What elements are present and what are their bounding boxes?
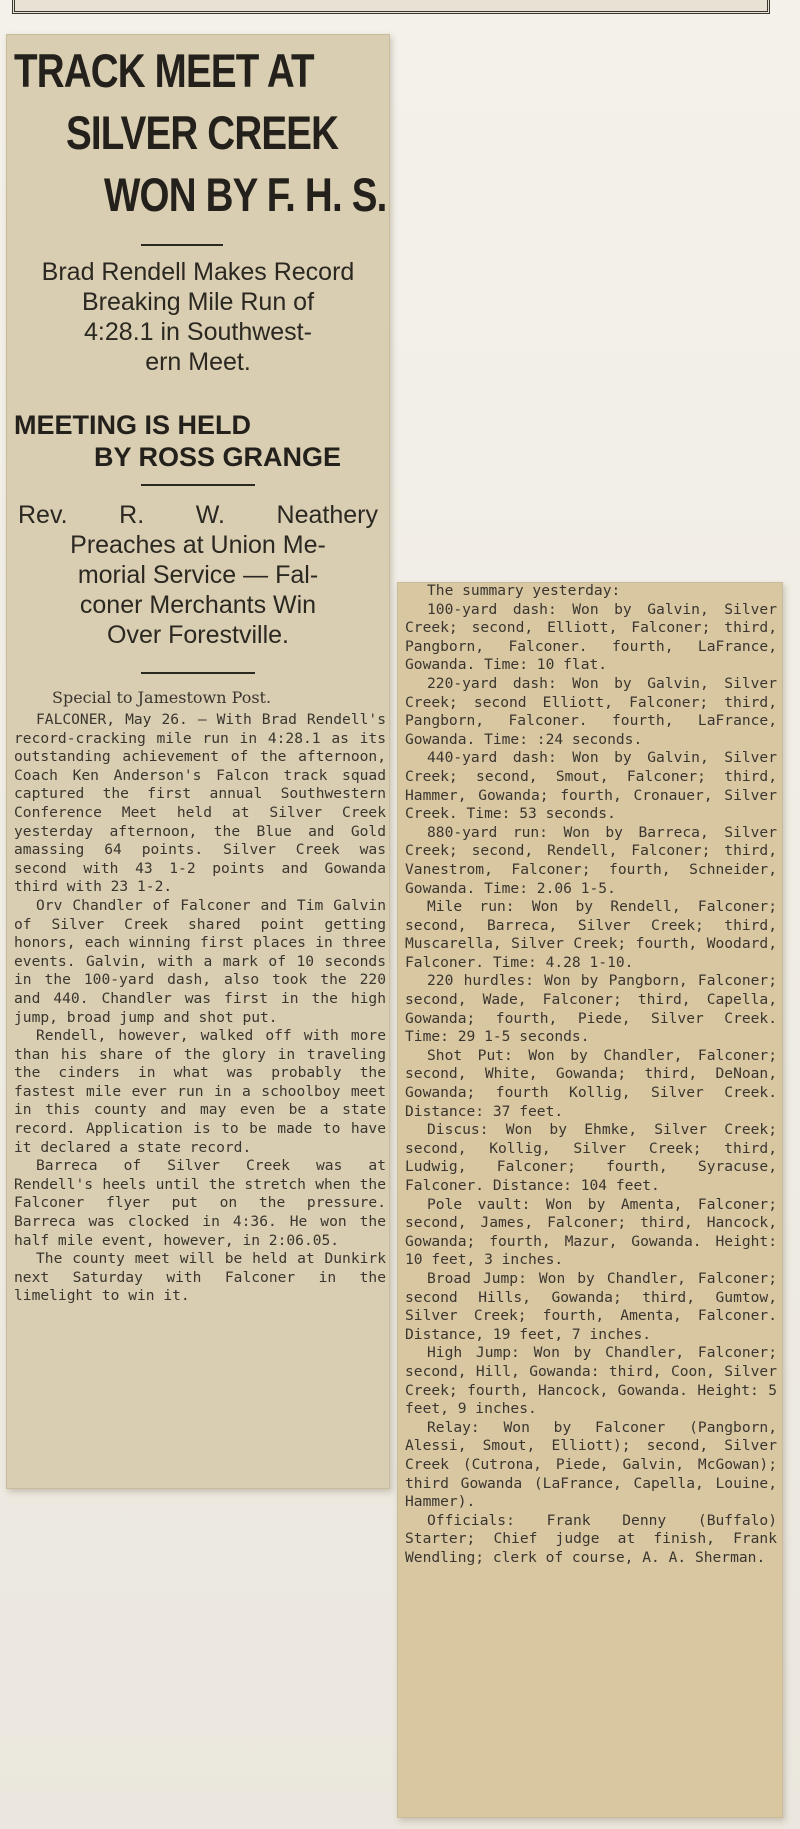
summary-event: Officials: Frank Denny (Buffalo) Starter; Chief judge at finish, Frank Wendling; clerk of course, A. A. Sherman. [405, 1511, 777, 1566]
summary-event: Mile run: Won by Rendell, Falconer; second, Barreca, Silver Creek; third, Muscarella, Silver Creek; fourth, Woodard, Falconer. Time: 4.28 1-10. [405, 898, 777, 971]
deck-line: Preaches at Union Me- [70, 531, 326, 559]
deck-line: Brad Rendell Makes Record [41, 258, 355, 286]
summary-event: 220-yard dash: Won by Galvin, Silver Creek; second Elliott, Falconer; third, Pangborn, Falconer. fourth, LaFrance, Gowanda. Time: :24 seconds. [405, 674, 777, 748]
deck-line: morial Service — Fal- [77, 561, 319, 589]
summary-event: Discus: Won by Ehmke, Silver Creek; second, Kollig, Silver Creek; third, Ludwig, Falconer; fourth, Syracuse, Falconer. Distance: 104 feet. [405, 1121, 777, 1194]
deck-line: ern Meet. [145, 348, 251, 376]
deck-line: Breaking Mile Run of [81, 288, 315, 316]
summary-event: 880-yard run: Won by Barreca, Silver Creek; second, Rendell, Falconer; third, Vanestrom, Falconer; fourth, Schneider, Gowanda. Time: 2.06 1-5. [405, 823, 777, 897]
headline-line-3: WON BY F. H. S. [104, 168, 387, 221]
summary-event: Broad Jump: Won by Chandler, Falconer; second Hills, Gowanda; third, Gumtow, Silver Creek; fourth, Amenta, Falconer. Distance, 19 feet, 7 inches. [405, 1269, 777, 1343]
paragraph: The county meet will be held at Dunkirk next Saturday with Falconer in the limelight to win it. [14, 1250, 386, 1305]
summary-event: 440-yard dash: Won by Galvin, Silver Creek; second, Smout, Falconer; third, Hammer, Gowanda; fourth, Cronauer, Silver Creek. Time: 53 seconds. [405, 749, 777, 823]
paragraph: Barreca of Silver Creek was at Rendell's heels until the stretch when the Falconer flyer put on the pressure. Barreca was clocked in 4:36. He won the half mile event, however, in 2:06.05. [14, 1157, 386, 1249]
deck-line: 4:28.1 in Southwest- [84, 318, 312, 346]
summary-event: Pole vault: Won by Amenta, Falconer; second, James, Falconer; third, Hancock, Gowanda; fourth, Mazur, Gowanda. Height: 10 feet, 3 inches. [405, 1195, 777, 1269]
deck-line: coner Merchants Win [79, 591, 317, 619]
article-clipping [6, 34, 390, 1489]
dateline: Special to Jamestown Post. [52, 688, 272, 707]
subhead-line-2: BY ROSS GRANGE [94, 442, 342, 472]
deck-headline [10, 257, 386, 377]
summary-event: High Jump: Won by Chandler, Falconer; second, Hill, Gowanda: third, Coon, Silver Creek; fourth, Hancock, Gowanda. Height: 5 feet, 9 inches. [405, 1344, 777, 1418]
deck-headline-2 [10, 500, 386, 650]
top-border-frame [12, 0, 770, 14]
headline-line-1: TRACK MEET AT [14, 44, 314, 97]
summary-title: The summary yesterday: [427, 582, 621, 599]
headline-line-2: SILVER CREEK [66, 106, 339, 159]
summary-event: 220 hurdles: Won by Pangborn, Falconer; second, Wade, Falconer; third, Capella, Gowanda; fourth, Piede, Silver Creek. Time: 29 1-5 seconds. [405, 972, 777, 1046]
summary-event: Relay: Won by Falconer (Pangborn, Alessi, Smout, Elliott); second, Silver Creek (Cutrona, Piede, Galvin, McGowan); third Gowanda (LaFrance, Capella, Louine, Hammer). [405, 1418, 777, 1511]
paragraph: Rendell, however, walked off with more than his share of the glory in traveling the cinders in what was probably the fastest mile ever run in a schoolboy meet in this county and may even be a state record. Application is to be made to have it declared a state record. [14, 1027, 386, 1156]
divider-rule [141, 244, 223, 246]
summary-clipping [397, 582, 783, 1818]
divider-rule [141, 484, 255, 486]
divider-rule [141, 672, 255, 674]
summary-body [405, 582, 777, 1567]
deck-line: Rev. R. W. Neathery [18, 501, 378, 529]
article-body [14, 711, 386, 1306]
summary-event: Shot Put: Won by Chandler, Falconer; second, White, Gowanda; third, DeNoan, Gowanda; fourth Kollig, Silver Creek. Distance: 37 feet. [405, 1046, 777, 1120]
summary-event: 100-yard dash: Won by Galvin, Silver Creek; second, Elliott, Falconer; third, Pangborn, Falconer. fourth, LaFrance, Gowanda. Time: 10 flat. [405, 600, 777, 674]
paragraph: Orv Chandler of Falconer and Tim Galvin of Silver Creek shared point getting honors, each winning first places in three events. Galvin, with a mark of 10 seconds in the 100-yard dash, also took the 220 and 440. Chandler was first in the high jump, broad jump and shot put. [14, 896, 386, 1026]
paragraph: FALCONER, May 26. — With Brad Rendell's record-cracking mile run in 4:28.1 as its outstanding achievement of the afternoon, Coach Ken Anderson's Falcon track squad captured the first annual Southwestern Conference Meet held at Silver Creek yesterday afternoon, the Blue and Gold amassing 64 points. Silver Creek was second with 43 1-2 points and Gowanda third with 23 1-2. [14, 711, 386, 896]
deck-line: Over Forestville. [107, 621, 289, 649]
subhead-line-1: MEETING IS HELD [14, 410, 252, 440]
